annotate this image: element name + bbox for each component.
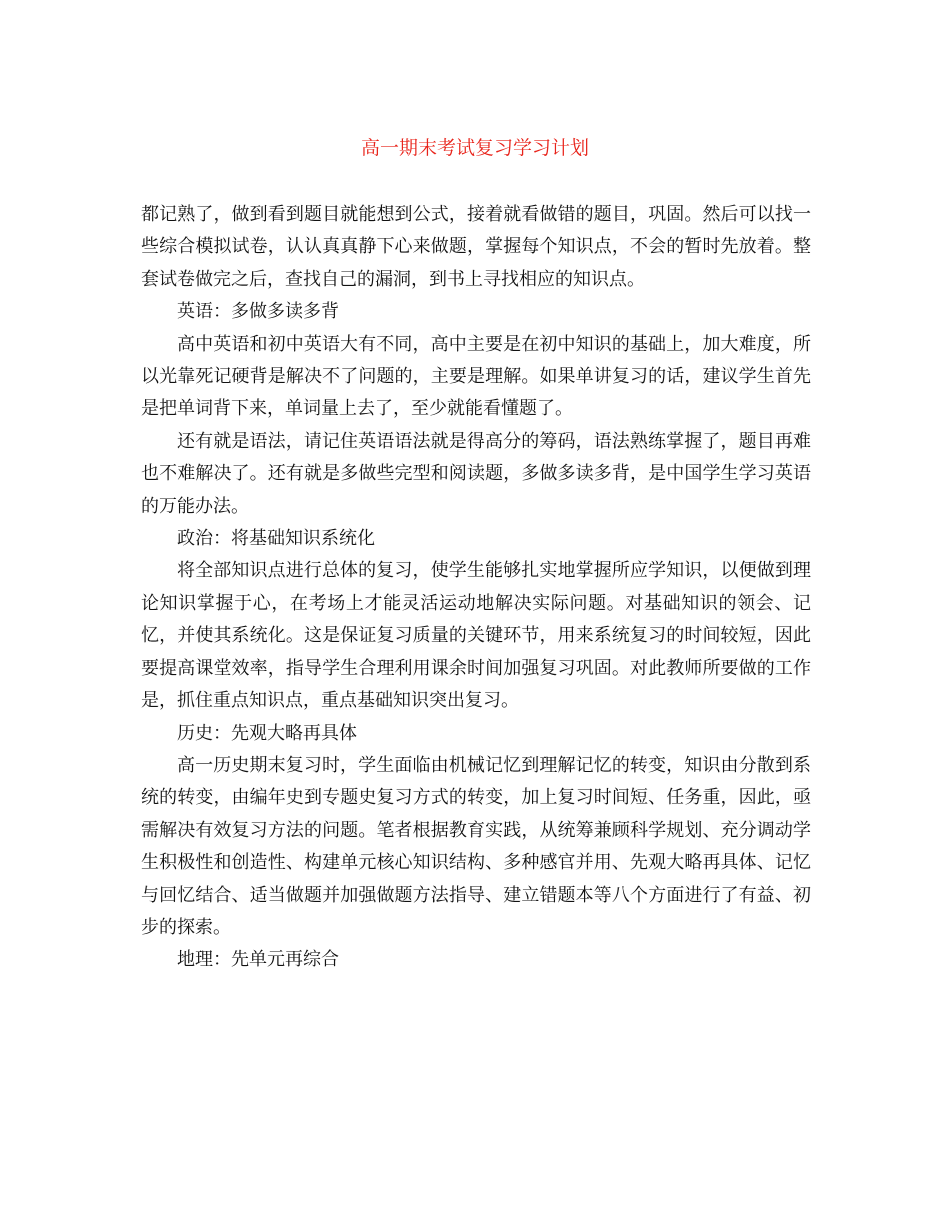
paragraph-math-continued: 都记熟了，做到看到题目就能想到公式，接着就看做错的题目，巩固。然后可以找一些综合模拟试卷，认认真真静下心来做题，掌握每个知识点，不会的暂时先放着。整套试卷做完之后，查找自己的漏洞，到书上寻找相应的知识点。 xyxy=(141,204,811,290)
paragraph-politics: 将全部知识点进行总体的复习，使学生能够扎实地掌握所应学知识，以便做到理论知识掌握于心，在考场上才能灵活运动地解决实际问题。对基础知识的领会、记忆，并使其系统化。这是保证复习质量的关键环节，用来系统复习的时间较短，因此要提高课堂效率，指导学生合理利用课余时间加强复习巩固。对此教师所要做的工作是，抓住重点知识点，重点基础知识突出复习。 xyxy=(141,560,811,712)
section-heading-politics: 政治：将基础知识系统化 xyxy=(177,528,375,550)
document-title: 高一期末考试复习学习计划 xyxy=(360,137,589,159)
paragraph-english-1: 高中英语和初中英语大有不同，高中主要是在初中知识的基础上，加大难度，所以光靠死记硬背是解决不了问题的，主要是理解。如果单讲复习的话，建议学生首先是把单词背下来，单词量上去了，至少就能看懂题了。 xyxy=(141,333,811,420)
section-heading-geography: 地理：先单元再综合 xyxy=(177,949,339,971)
paragraph-history: 高一历史期末复习时，学生面临由机械记忆到理解记忆的转变，知识由分散到系统的转变，由编年史到专题史复习方式的转变，加上复习时间短、任务重，因此，亟需解决有效复习方法的问题。笔者根据教育实践，从统筹兼顾科学规划、充分调动学生积极性和创造性、构建单元核心知识结构、多种感官并用、先观大略再具体、记忆与回忆结合、适当做题并加强做题方法指导、建立错题本等八个方面进行了有益、初步的探索。 xyxy=(141,754,811,938)
section-heading-history: 历史：先观大略再具体 xyxy=(177,722,357,744)
paragraph-english-2: 还有就是语法，请记住英语语法就是得高分的筹码，语法熟练掌握了，题目再难也不难解决了。还有就是多做些完型和阅读题，多做多读多背，是中国学生学习英语的万能办法。 xyxy=(141,430,811,517)
section-heading-english: 英语：多做多读多背 xyxy=(177,301,339,323)
document-body xyxy=(141,199,811,977)
